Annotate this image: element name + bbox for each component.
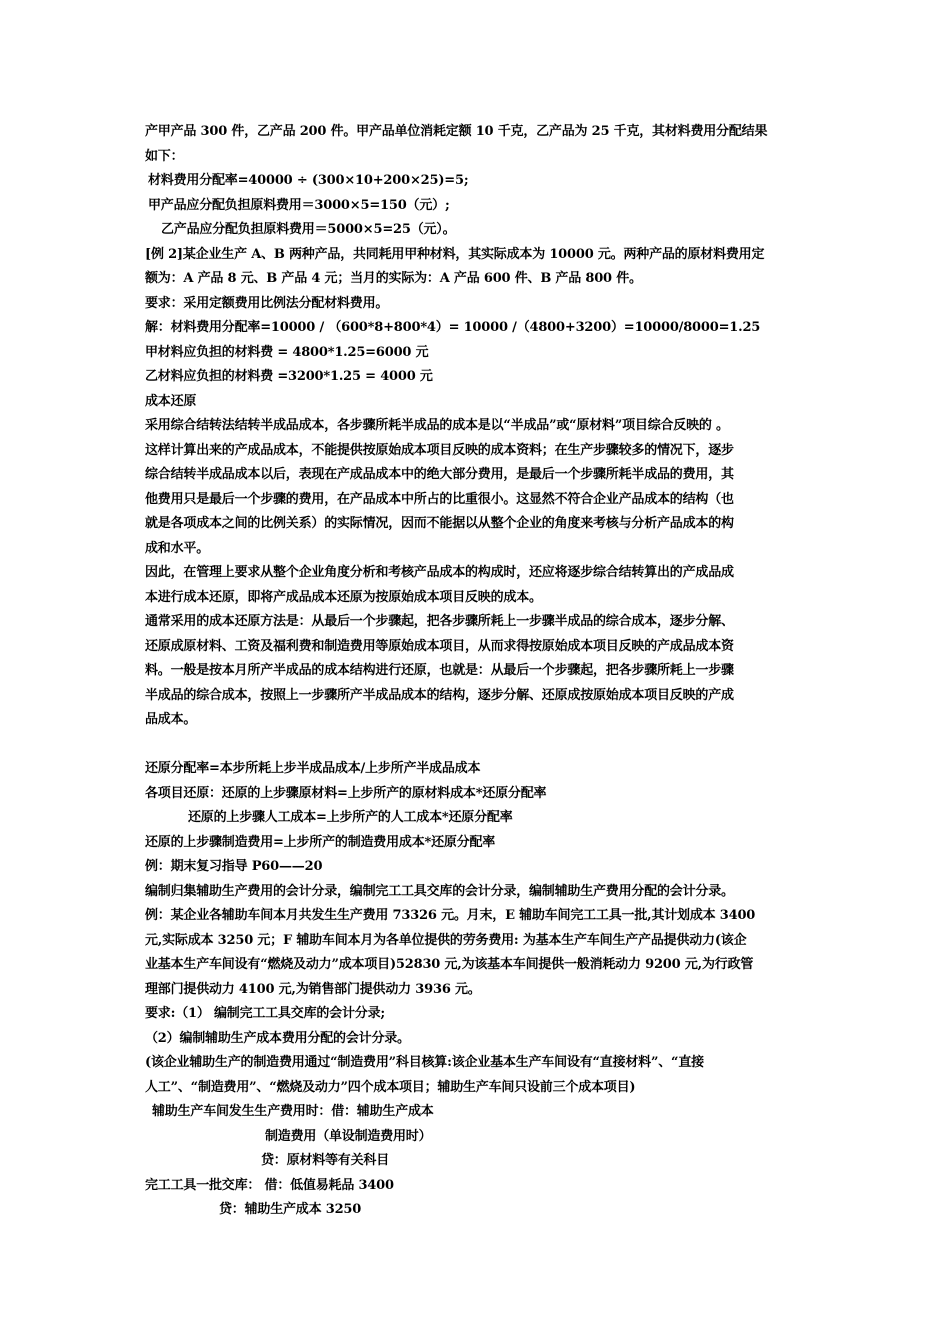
text-line: 要求:（1） 编制完工工具交库的会计分录; [145, 1006, 385, 1021]
formula-line: 还原的上步骤制造费用=上步所产的制造费用成本*还原分配率 [145, 834, 496, 850]
text-line: 元,实际成本 3250 元；F 辅助车间本月为各单位提供的劳务费用: 为基本生产车间生产产品提供动力(该企 [145, 932, 747, 948]
text-line: 如下： [145, 148, 184, 164]
text-line: 通常采用的成本还原方法是：从最后一个步骤起，把各步骤所耗上一步骤半成品的综合成本，逐步分解、 [145, 614, 734, 629]
formula-line: 乙材料应负担的材料费 =3200*1.25 = 4000 元 [145, 369, 433, 384]
formula-line: 乙产品应分配负担原料费用＝5000×5=25（元）。 [161, 222, 456, 237]
text-line: 因此，在管理上要求从整个企业角度分析和考核产品成本的构成时，还应将逐步综合结转算出的产成品成 [145, 565, 734, 580]
text-line: 人工”、“制造费用”、“燃烧及动力”四个成本项目；辅助生产车间只设前三个成本项目) [145, 1079, 636, 1095]
text-line: 编制归集辅助生产费用的会计分录，编制完工工具交库的会计分录，编制辅助生产费用分配的会计分录。 [145, 883, 734, 899]
text-line: 品成本。 [145, 712, 197, 727]
formula-line: 还原的上步骤人工成本=上步所产的人工成本*还原分配率 [188, 810, 513, 825]
formula-line: 解：材料费用分配率=10000 / （600*8+800*4）= 10000 /（4800+3200）=10000/8000=1.25 [145, 320, 761, 335]
text-line: 本进行成本还原，即将产成品成本还原为按原始成本项目反映的成本。 [145, 589, 542, 605]
text-line: 这样计算出来的产成品成本，不能提供按原始成本项目反映的成本资料；在生产步骤较多的情况下，逐步 [145, 442, 734, 458]
section-heading: 成本还原 [145, 393, 197, 409]
text-line: 半成品的综合成本，按照上一步骤所产半成品成本的结构，逐步分解、还原成按原始成本项目反映的产成 [145, 687, 734, 703]
text-line: 额为：A 产品 8 元、B 产品 4 元；当月的实际为：A 产品 600 件、B 产品 800 件。 [145, 271, 642, 286]
blank-line [145, 733, 815, 758]
document-page [145, 120, 815, 1223]
journal-entry-line: 贷：辅助生产成本 3250 [219, 1202, 362, 1217]
formula-line: 材料费用分配率=40000 ÷ (300×10+200×25)=5; [148, 173, 469, 188]
text-line: 采用综合结转法结转半成品成本，各步骤所耗半成品的成本是以“半成品”或“原材料”项目综合反映的 。 [145, 418, 729, 433]
text-line: [例 2]某企业生产 A、B 两种产品，共同耗用甲种材料，其实际成本为 10000 元。两种产品的原材料费用定 [145, 246, 765, 262]
formula-line: 各项目还原：还原的上步骤原材料=上步所产的原材料成本*还原分配率 [145, 785, 547, 801]
text-line: 要求：采用定额费用比例法分配材料费用。 [145, 295, 389, 311]
text-line: 理部门提供动力 4100 元,为销售部门提供动力 3936 元。 [145, 981, 481, 997]
formula-line: 甲产品应分配负担原料费用＝3000×5=150（元）; [148, 197, 450, 213]
text-line: 料。一般是按本月所产半成品的成本结构进行还原，也就是：从最后一个步骤起，把各步骤所耗上一步骤 [145, 663, 734, 678]
text-line: 例：期末复习指导 P60——20 [145, 859, 323, 874]
text-line: 综合结转半成品成本以后，表现在产成品成本中的绝大部分费用，是最后一个步骤所耗半成品的费用，其 [145, 467, 734, 482]
text-line: (该企业辅助生产的制造费用通过“制造费用”科目核算:该企业基本生产车间设有“直接材料”、“直接 [145, 1055, 704, 1070]
text-line: 例：某企业各辅助车间本月共发生生产费用 73326 元。月末，E 辅助车间完工工具一批,其计划成本 3400 [145, 908, 756, 923]
text-line: 成和水平。 [145, 540, 210, 556]
text-line: 还原成原材料、工资及福利费和制造费用等原始成本项目，从而求得按原始成本项目反映的产成品成本资 [145, 638, 734, 654]
formula-line: 甲材料应负担的材料费 = 4800*1.25=6000 元 [145, 344, 429, 360]
text-line: 他费用只是最后一个步骤的费用，在产品成本中所占的比重很小。这显然不符合企业产品成本的结构（也 [145, 491, 734, 507]
journal-entry-line: 制造费用（单设制造费用时） [265, 1128, 432, 1144]
text-line: 业基本生产车间设有“燃烧及动力”成本项目)52830 元,为该基本车间提供一般消耗动力 9200 元,为行政管 [145, 957, 754, 972]
formula-line: 还原分配率=本步所耗上步半成品成本/上步所产半成品成本 [145, 761, 481, 776]
journal-entry-line: 贷：原材料等有关科目 [261, 1153, 390, 1168]
journal-entry-line: 辅助生产车间发生生产费用时：借：辅助生产成本 [152, 1104, 434, 1119]
journal-entry-line: 完工工具一批交库： 借：低值易耗品 3400 [145, 1177, 394, 1193]
text-line: 就是各项成本之间的比例关系）的实际情况，因而不能据以从整个企业的角度来考核与分析产品成本的构 [145, 516, 734, 531]
text-line: 产甲产品 300 件，乙产品 200 件。甲产品单位消耗定额 10 千克，乙产品为 25 千克，其材料费用分配结果 [145, 124, 768, 139]
text-line: （2）编制辅助生产成本费用分配的会计分录。 [145, 1030, 410, 1046]
